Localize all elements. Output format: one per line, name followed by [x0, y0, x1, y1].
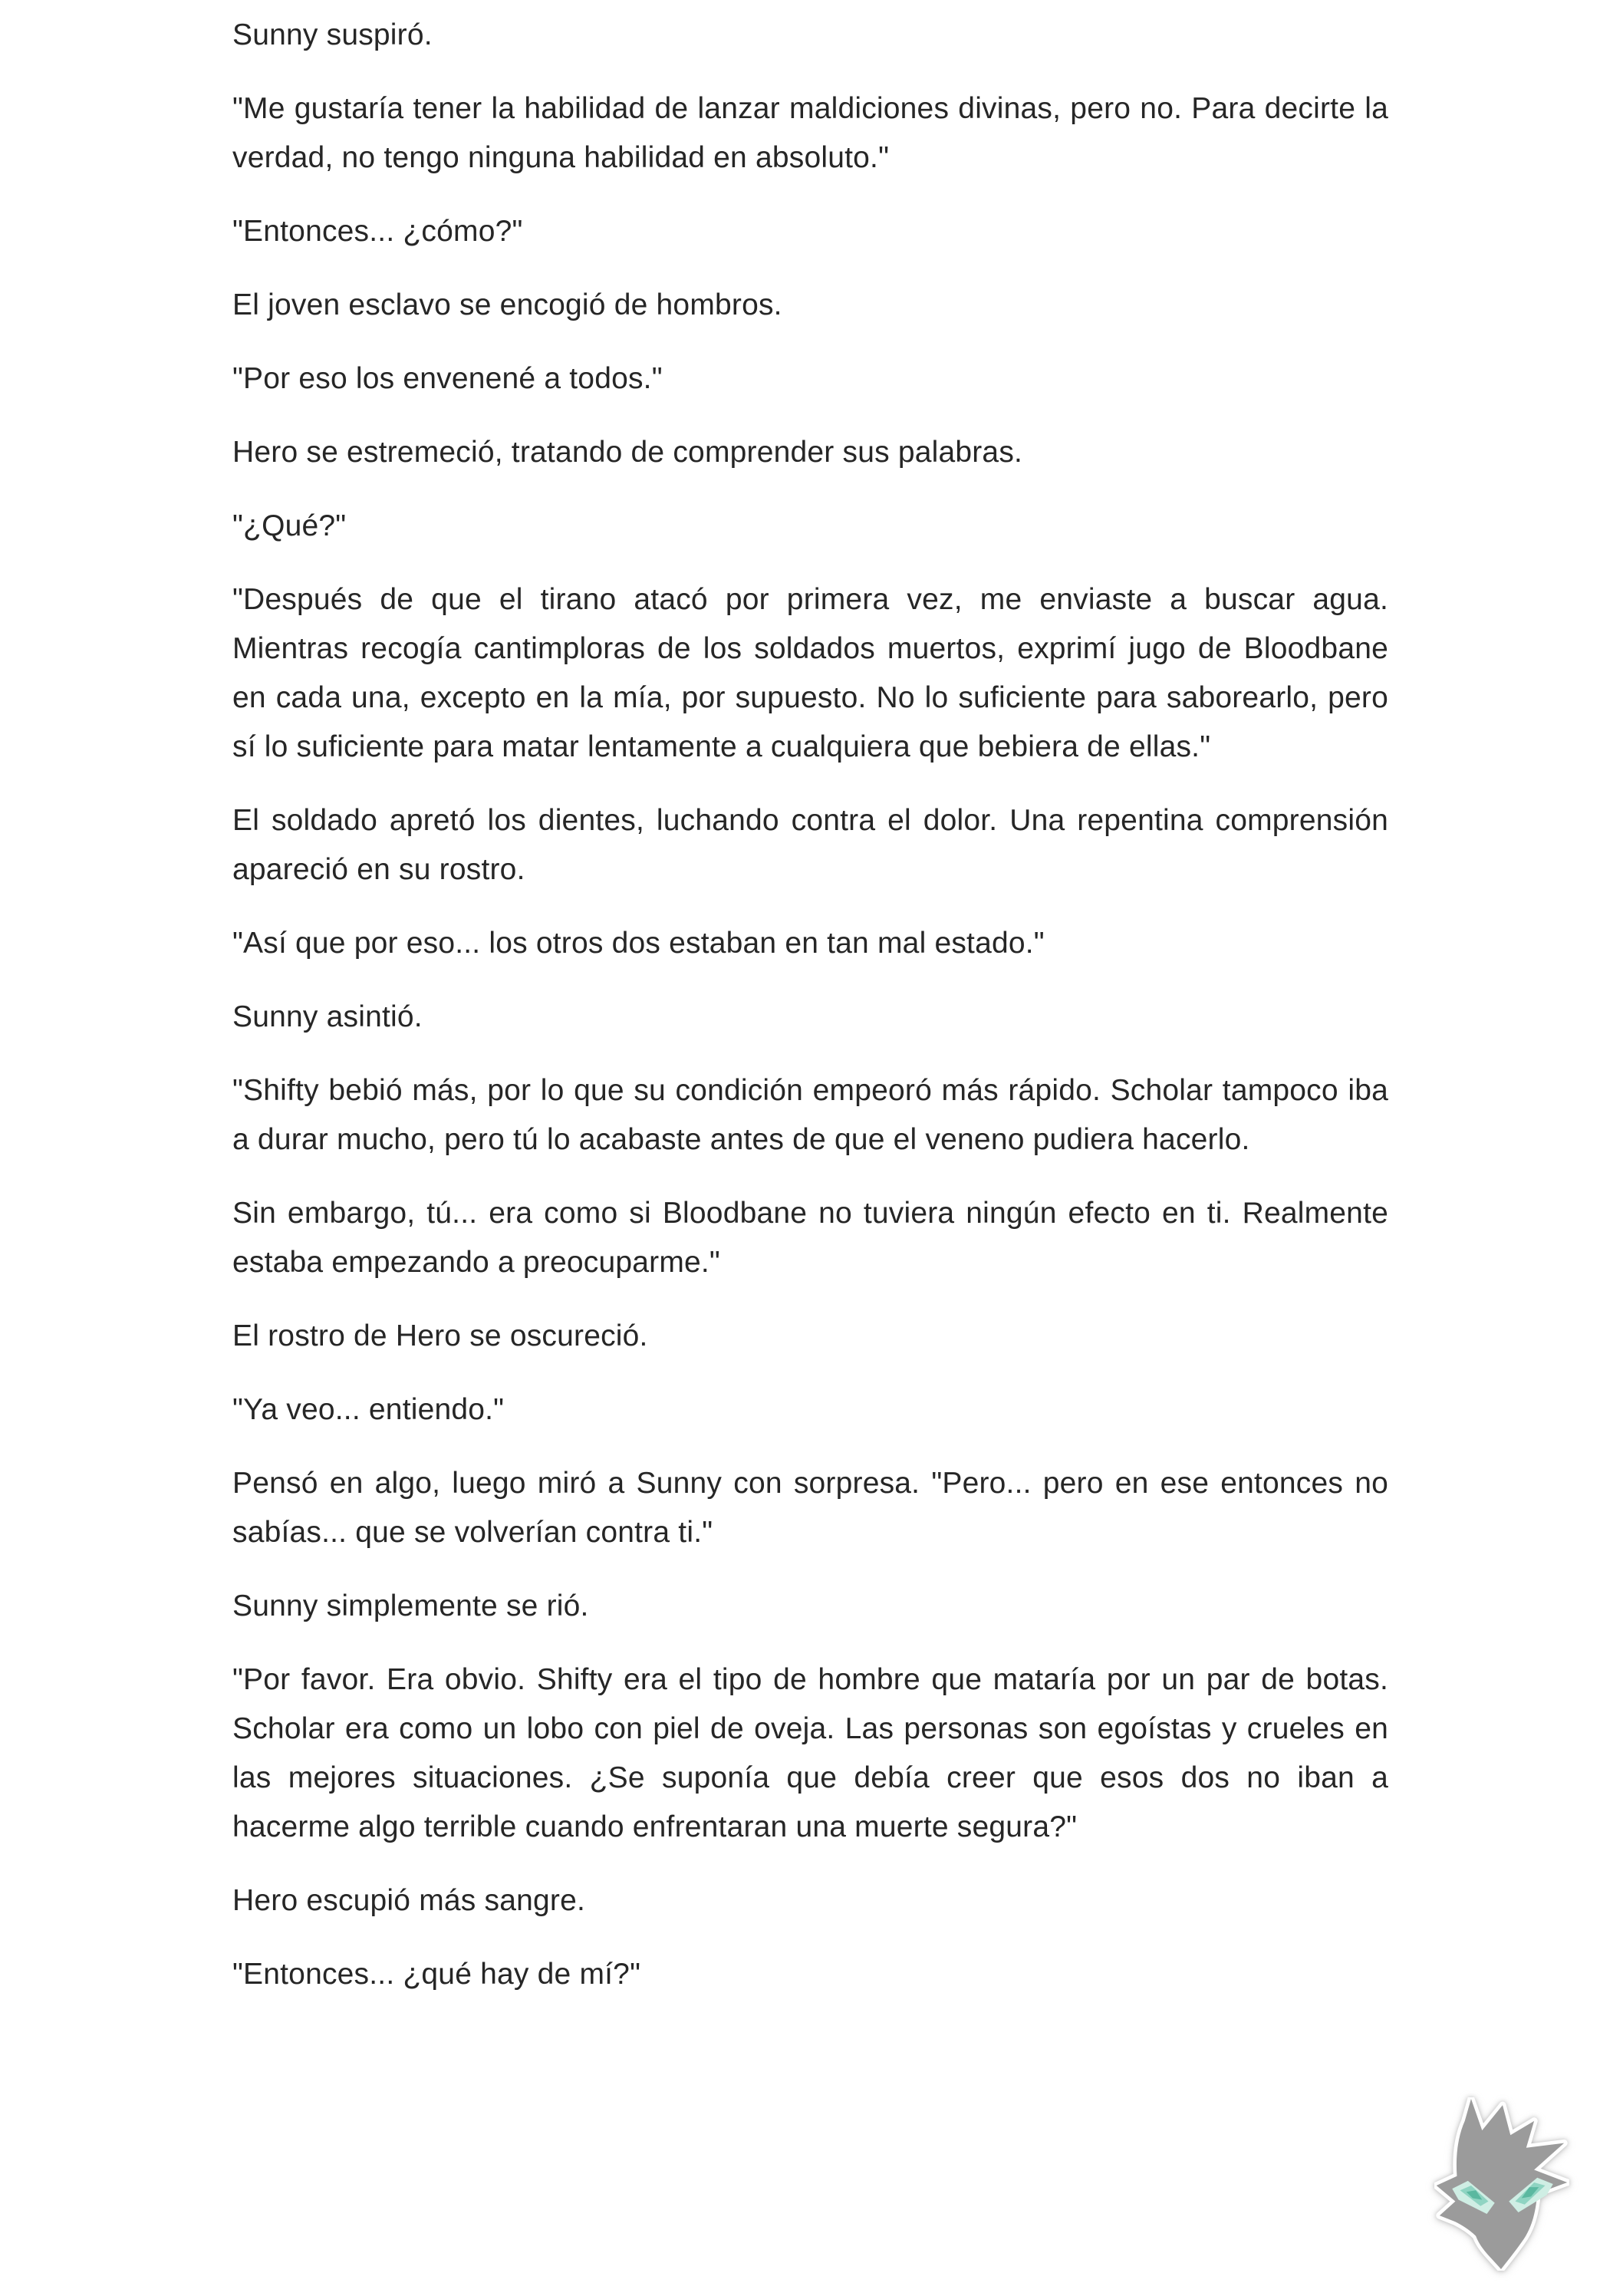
publisher-logo [1434, 2097, 1569, 2271]
paragraph: "Así que por eso... los otros dos estaban en tan mal estado." [232, 927, 1045, 960]
paragraph: El joven esclavo se encogió de hombros. [232, 288, 782, 321]
paragraph: Hero se estremeció, tratando de comprender sus palabras. [232, 436, 1023, 469]
paragraph: Sunny asintió. [232, 1000, 423, 1033]
paragraph: "Ya veo... entiendo." [232, 1393, 505, 1426]
paragraph: Pensó en algo, luego miró a Sunny con sorpresa. "Pero... pero en ese entonces no sabías... que se volverían contra ti." [232, 1467, 1388, 1549]
paragraph: "Entonces... ¿qué hay de mí?" [232, 1958, 641, 1991]
paragraph: "Por favor. Era obvio. Shifty era el tipo de hombre que mataría por un par de botas. Scholar era como un lobo con piel de oveja. Las personas son egoístas y crueles en las mejores situaciones. ¿Se suponía que debía creer que esos dos no iban a hacerme algo terrible cuando enfrentaran una muerte segura?" [232, 1663, 1388, 1843]
paragraph: El soldado apretó los dientes, luchando contra el dolor. Una repentina comprensión apareció en su rostro. [232, 804, 1388, 886]
paragraph: Sunny suspiró. [232, 18, 433, 51]
paragraph: Sunny simplemente se rió. [232, 1589, 589, 1622]
paragraph: El rostro de Hero se oscureció. [232, 1319, 648, 1352]
paragraph: "Entonces... ¿cómo?" [232, 215, 523, 248]
paragraph: "¿Qué?" [232, 509, 347, 542]
paragraph: "Por eso los envenené a todos." [232, 362, 663, 395]
text-column [232, 11, 1388, 2024]
paragraph: Sin embargo, tú... era como si Bloodbane no tuviera ningún efecto en ti. Realmente estaba empezando a preocuparme." [232, 1197, 1388, 1279]
demon-wolf-head-icon [1434, 2097, 1569, 2271]
paragraph: "Después de que el tirano atacó por primera vez, me enviaste a buscar agua. Mientras recogía cantimploras de los soldados muertos, exprimí jugo de Bloodbane en cada una, excepto en la mía, por supuesto. No lo suficiente para saborearlo, pero sí lo suficiente para matar lentamente a cualquiera que bebiera de ellas." [232, 583, 1388, 763]
paragraph: Hero escupió más sangre. [232, 1884, 586, 1917]
paragraph: "Shifty bebió más, por lo que su condición empeoró más rápido. Scholar tampoco iba a durar mucho, pero tú lo acabaste antes de que el veneno pudiera hacerlo. [232, 1074, 1388, 1156]
paragraph: "Me gustaría tener la habilidad de lanzar maldiciones divinas, pero no. Para decirte la verdad, no tengo ninguna habilidad en absoluto." [232, 92, 1388, 174]
